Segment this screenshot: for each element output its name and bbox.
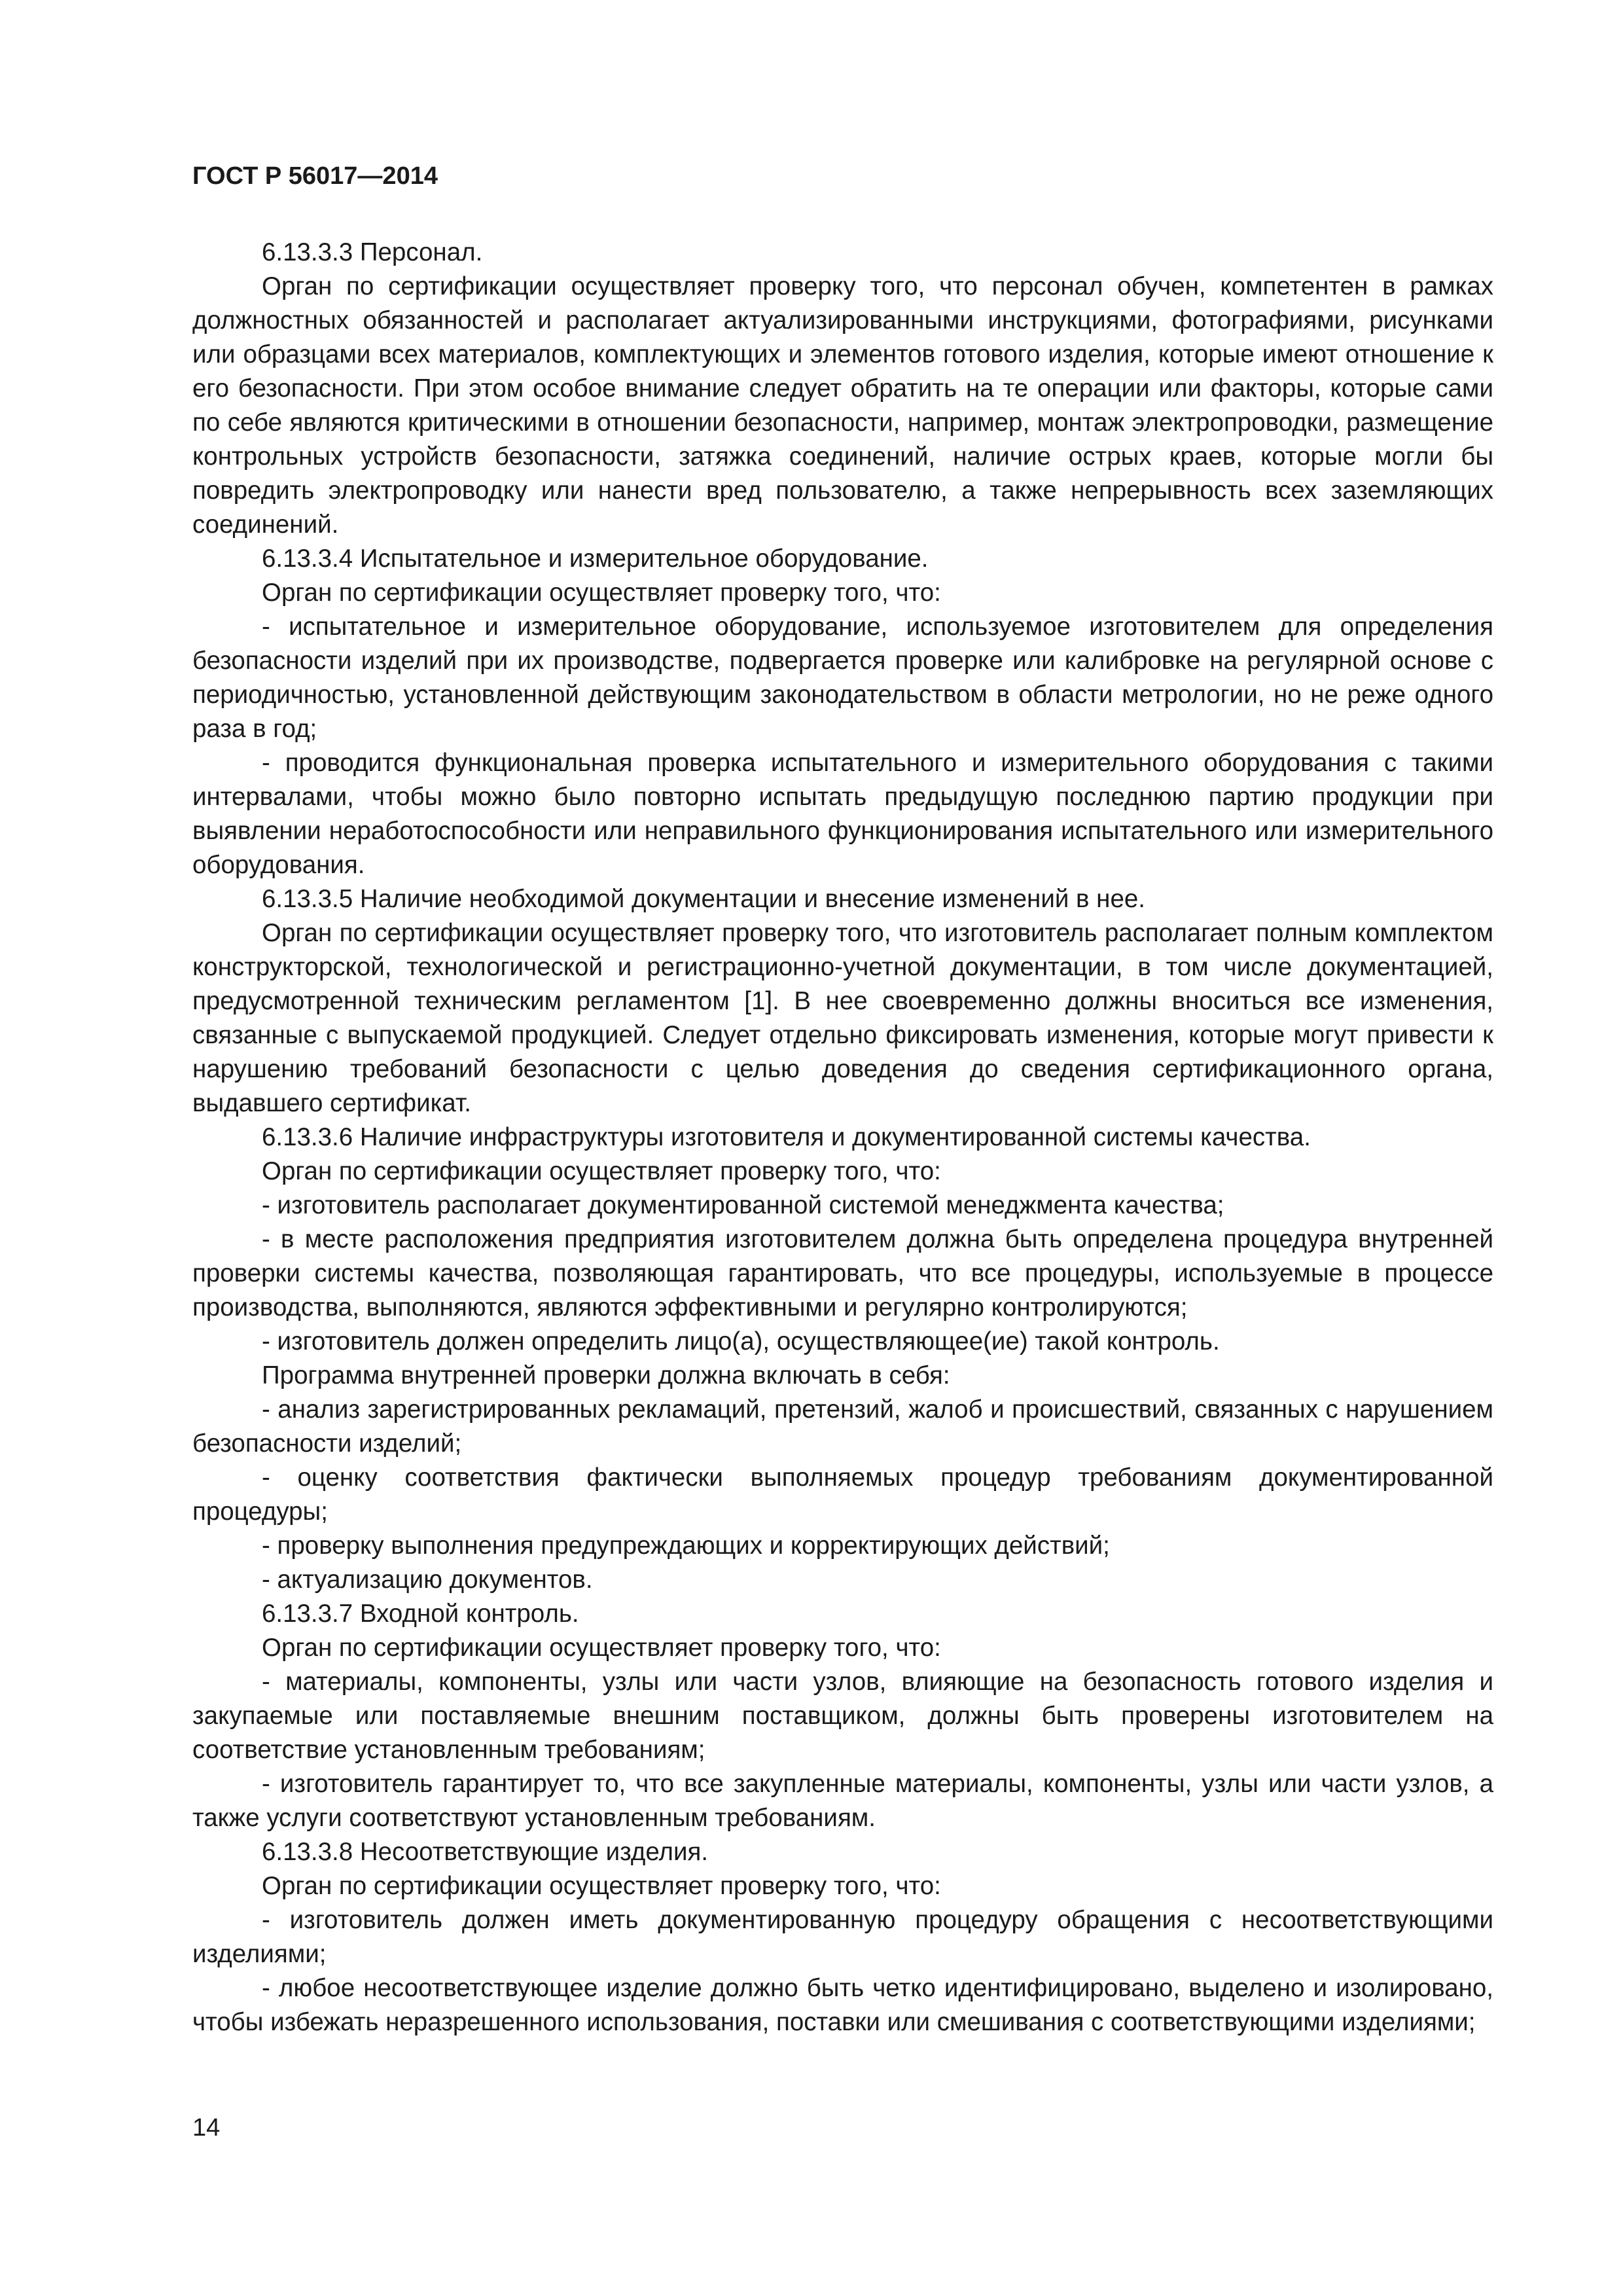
- paragraph: 6.13.3.4 Испытательное и измерительное оборудование.: [262, 545, 929, 573]
- paragraph: 6.13.3.8 Несоответствующие изделия.: [262, 1838, 709, 1866]
- paragraph: - оценку соответствия фактически выполняемых процедур требованиям документированной процедуры;: [192, 1463, 1493, 1526]
- document-body: [192, 236, 1493, 2039]
- paragraph: - материалы, компоненты, узлы или части узлов, влияющие на безопасность готового изделия и закупаемые или поставляемые внешним поставщиком, должны быть проверены изготовителем на соответствие установленным требованиям;: [192, 1668, 1493, 1764]
- paragraph: - любое несоответствующее изделие должно быть четко идентифицировано, выделено и изолировано, чтобы избежать неразрешенного использования, поставки или смешивания с соответствующими изделиями;: [192, 1974, 1493, 2036]
- paragraph: - актуализацию документов.: [262, 1566, 593, 1594]
- paragraph: 6.13.3.7 Входной контроль.: [262, 1600, 579, 1628]
- paragraph: Орган по сертификации осуществляет проверку того, что:: [262, 579, 941, 607]
- paragraph: - изготовитель располагает документированной системой менеджмента качества;: [262, 1191, 1224, 1219]
- paragraph: - изготовитель гарантирует то, что все закупленные материалы, компоненты, узлы или части узлов, а также услуги соответствуют установленным требованиям.: [192, 1770, 1493, 1832]
- paragraph: 6.13.3.5 Наличие необходимой документации и внесение изменений в нее.: [262, 885, 1145, 913]
- paragraph: Орган по сертификации осуществляет проверку того, что:: [262, 1872, 941, 1900]
- page-number: 14: [192, 2114, 221, 2142]
- paragraph: 6.13.3.6 Наличие инфраструктуры изготовителя и документированной системы качества.: [262, 1123, 1311, 1151]
- paragraph: - изготовитель должен иметь документированную процедуру обращения с несоответствующими изделиями;: [192, 1906, 1493, 1968]
- document-header: ГОСТ Р 56017—2014: [192, 162, 438, 190]
- paragraph: - проводится функциональная проверка испытательного и измерительного оборудования с такими интервалами, чтобы можно было повторно испытать предыдущую последнюю партию продукции при выявлении неработоспособности или неправильного функционирования испытательного или измерительного оборудования.: [192, 749, 1493, 879]
- paragraph: Орган по сертификации осуществляет проверку того, что:: [262, 1634, 941, 1662]
- paragraph: - изготовитель должен определить лицо(а), осуществляющее(ие) такой контроль.: [262, 1327, 1220, 1355]
- paragraph: - проверку выполнения предупреждающих и корректирующих действий;: [262, 1532, 1110, 1560]
- paragraph: - в месте расположения предприятия изготовителем должна быть определена процедура внутренней проверки системы качества, позволяющая гарантировать, что все процедуры, используемые в процессе производства, выполняются, являются эффективными и регулярно контролируются;: [192, 1225, 1493, 1321]
- paragraph: Программа внутренней проверки должна включать в себя:: [262, 1361, 950, 1390]
- paragraph: Орган по сертификации осуществляет проверку того, что:: [262, 1157, 941, 1185]
- paragraph: - анализ зарегистрированных рекламаций, претензий, жалоб и происшествий, связанных с нарушением безопасности изделий;: [192, 1395, 1493, 1458]
- paragraph: Орган по сертификации осуществляет проверку того, что изготовитель располагает полным комплектом конструкторской, технологической и регистрационно-учетной документации, в том числе документацией, предусмотренной техническим регламентом [1]. В нее своевременно должны вноситься все изменения, связанные с выпускаемой продукцией. Следует отдельно фиксировать изменения, которые могут привести к нарушению требований безопасности с целью доведения до сведения сертификационного органа, выдавшего сертификат.: [192, 919, 1493, 1117]
- paragraph: - испытательное и измерительное оборудование, используемое изготовителем для определения безопасности изделий при их производстве, подвергается проверке или калибровке на регулярной основе с периодичностью, установленной действующим законодательством в области метрологии, но не реже одного раза в год;: [192, 613, 1493, 743]
- paragraph: 6.13.3.3 Персонал.: [262, 238, 483, 266]
- paragraph: Орган по сертификации осуществляет проверку того, что персонал обучен, компетентен в рамках должностных обязанностей и располагает актуализированными инструкциями, фотографиями, рисунками или образцами всех материалов, комплектующих и элементов готового изделия, которые имеют отношение к его безопасности. При этом особое внимание следует обратить на те операции или факторы, которые сами по себе являются критическими в отношении безопасности, например, монтаж электропроводки, размещение контрольных устройств безопасности, затяжка соединений, наличие острых краев, которые могли бы повредить электропроводку или нанести вред пользователю, а также непрерывность всех заземляющих соединений.: [192, 272, 1493, 539]
